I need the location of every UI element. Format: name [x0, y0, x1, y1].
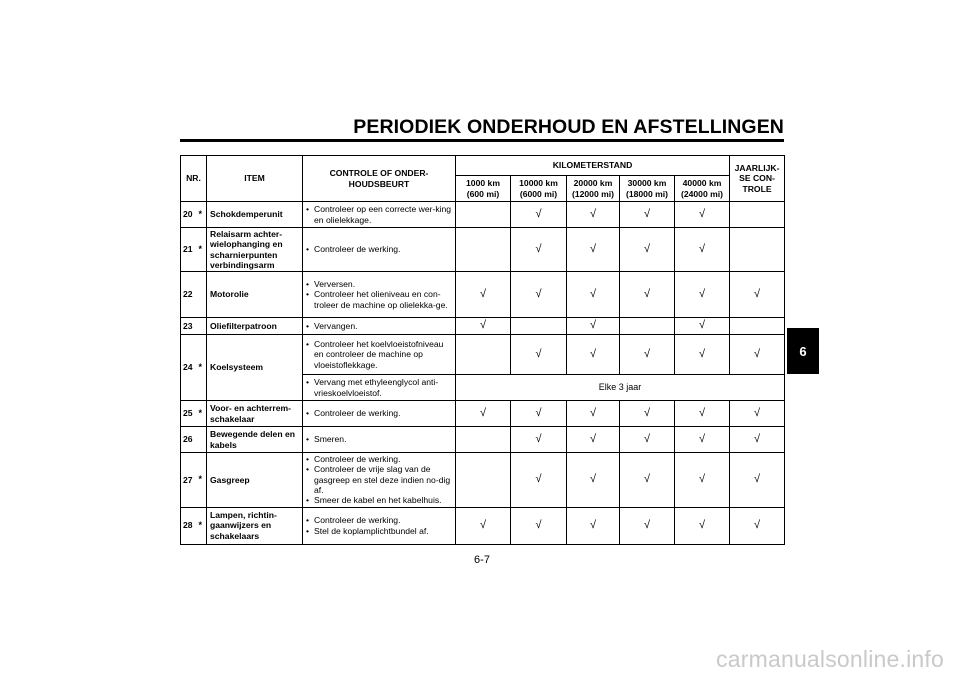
row-item: Bewegende delen en kabels [207, 427, 303, 453]
interval-check: √ [675, 228, 730, 272]
row-item: Koelsysteem [207, 335, 303, 401]
action-item: • Stel de koplamplichtbundel af. [305, 526, 452, 536]
interval-check [456, 228, 511, 272]
yearly-check: √ [730, 401, 785, 427]
interval-check: √ [675, 401, 730, 427]
interval-check: √ [675, 202, 730, 228]
table-row [181, 228, 785, 272]
row-star: * [199, 453, 207, 508]
interval-check: √ [511, 507, 567, 544]
action-list [305, 454, 452, 506]
row-star [199, 272, 207, 318]
table-row [181, 272, 785, 318]
row-actions [303, 202, 456, 228]
interval-check: √ [675, 272, 730, 318]
action-item: • Controleer de werking. [305, 244, 452, 254]
interval-check: √ [675, 318, 730, 335]
interval-check: √ [620, 335, 675, 375]
yearly-check [730, 202, 785, 228]
action-list [305, 244, 452, 254]
row-star: * [199, 335, 207, 401]
yearly-check: √ [730, 427, 785, 453]
interval-check: √ [675, 453, 730, 508]
row-star [199, 318, 207, 335]
interval-mi: (600 mi) [466, 188, 500, 199]
action-item: • Controleer het olieniveau en con-troleer de machine op olielekka-ge. [305, 289, 452, 310]
interval-check: √ [620, 507, 675, 544]
chapter-tab: 6 [787, 328, 819, 374]
yearly-check [730, 228, 785, 272]
yearly-check: √ [730, 335, 785, 375]
interval-check: √ [567, 272, 620, 318]
row-actions [303, 427, 456, 453]
interval-check: √ [567, 453, 620, 508]
header-distance: KILOMETERSTAND [456, 156, 730, 176]
row-star: * [199, 401, 207, 427]
row-actions [303, 318, 456, 335]
interval-km: 1000 km [466, 178, 500, 189]
header-item: ITEM [207, 156, 303, 202]
yearly-check: √ [730, 507, 785, 544]
interval-km: 10000 km [519, 178, 558, 189]
interval-check: √ [511, 335, 567, 375]
interval-check: √ [620, 228, 675, 272]
interval-check: √ [456, 272, 511, 318]
row-actions [303, 375, 456, 401]
watermark: carmanualsonline.info [716, 646, 944, 672]
interval-check: √ [620, 427, 675, 453]
row-number: 22 [181, 272, 199, 318]
interval-km: 20000 km [573, 178, 613, 189]
row-actions [303, 401, 456, 427]
page-number: 6-7 [474, 554, 490, 566]
interval-check: √ [567, 202, 620, 228]
action-item: • Controleer op een correcte wer-king en olielekkage. [305, 204, 452, 225]
row-actions [303, 228, 456, 272]
interval-check: √ [511, 202, 567, 228]
action-item: • Verversen. [305, 279, 452, 289]
interval-check: √ [567, 335, 620, 375]
interval-mi: (6000 mi) [519, 188, 558, 199]
interval-mi: (18000 mi) [625, 188, 669, 199]
interval-check [456, 335, 511, 375]
row-item: Motorolie [207, 272, 303, 318]
interval-check: √ [567, 228, 620, 272]
action-list [305, 204, 452, 225]
row-item: Gasgreep [207, 453, 303, 508]
interval-check: √ [456, 507, 511, 544]
row-item: Voor- en achterrem-schakelaar [207, 401, 303, 427]
row-number: 26 [181, 427, 199, 453]
interval-check [456, 427, 511, 453]
interval-check: √ [567, 401, 620, 427]
row-star [199, 427, 207, 453]
table-row [181, 318, 785, 335]
header-interval [456, 176, 511, 202]
action-item: • Controleer de werking. [305, 515, 452, 525]
action-list [305, 377, 452, 398]
action-list [305, 434, 452, 444]
row-item: Oliefilterpatroon [207, 318, 303, 335]
action-item: • Controleer de werking. [305, 408, 452, 418]
table-row [181, 202, 785, 228]
yearly-check [730, 318, 785, 335]
table-row [181, 453, 785, 508]
interval-check: √ [567, 318, 620, 335]
interval-mi: (24000 mi) [680, 188, 724, 199]
interval-check: √ [675, 335, 730, 375]
row-item: Relaisarm achter-wielophanging en scharnierpunten verbindingsarm [207, 228, 303, 272]
action-item: • Controleer het koelvloeistofniveau en controleer de machine op vloeistoflekkage. [305, 339, 452, 370]
action-item: • Vervang met ethyleenglycol anti-vrieskoelvloeistof. [305, 377, 452, 398]
interval-check: √ [567, 507, 620, 544]
header-interval [567, 176, 620, 202]
title-rule [180, 139, 784, 142]
table-row [181, 507, 785, 544]
action-item: • Smeren. [305, 434, 452, 444]
interval-check: √ [511, 453, 567, 508]
action-list [305, 515, 452, 536]
action-item: • Smeer de kabel en het kabelhuis. [305, 495, 452, 505]
header-interval [620, 176, 675, 202]
interval-km: 40000 km [682, 178, 722, 189]
table-row [181, 427, 785, 453]
row-item: Schokdemperunit [207, 202, 303, 228]
yearly-check: √ [730, 272, 785, 318]
row-number: 24 [181, 335, 199, 401]
row-number: 27 [181, 453, 199, 508]
maintenance-table [180, 155, 785, 545]
action-list [305, 321, 452, 331]
action-list [305, 339, 452, 370]
interval-km: 30000 km [627, 178, 667, 189]
interval-check: √ [456, 318, 511, 335]
header-nr: NR. [181, 156, 207, 202]
interval-check: √ [675, 427, 730, 453]
row-number: 20 [181, 202, 199, 228]
row-actions [303, 453, 456, 508]
row-number: 28 [181, 507, 199, 544]
action-item: • Controleer de vrije slag van de gasgreep en stel deze indien no-dig af. [305, 464, 452, 495]
interval-check: √ [511, 401, 567, 427]
interval-check: √ [456, 401, 511, 427]
row-number: 25 [181, 401, 199, 427]
interval-check [511, 318, 567, 335]
row-actions [303, 272, 456, 318]
interval-check: √ [620, 202, 675, 228]
action-item: • Vervangen. [305, 321, 452, 331]
table-row [181, 335, 785, 375]
interval-check: √ [511, 272, 567, 318]
row-number: 21 [181, 228, 199, 272]
table-row [181, 401, 785, 427]
interval-check: √ [675, 507, 730, 544]
interval-mi: (12000 mi) [571, 188, 615, 199]
header-interval [511, 176, 567, 202]
interval-check: √ [620, 401, 675, 427]
action-list [305, 279, 452, 310]
row-item: Lampen, richtin-gaanwijzers en schakelaars [207, 507, 303, 544]
row-star: * [199, 202, 207, 228]
page-title: PERIODIEK ONDERHOUD EN AFSTELLINGEN [353, 116, 784, 138]
row-actions [303, 507, 456, 544]
interval-check [456, 202, 511, 228]
yearly-check: √ [730, 453, 785, 508]
interval-check [620, 318, 675, 335]
row-number: 23 [181, 318, 199, 335]
header-interval [675, 176, 730, 202]
interval-check [456, 453, 511, 508]
row-star: * [199, 228, 207, 272]
interval-text: Elke 3 jaar [456, 375, 785, 401]
header-check: CONTROLE OF ONDER-HOUDSBEURT [303, 156, 456, 202]
interval-check: √ [567, 427, 620, 453]
interval-check: √ [620, 453, 675, 508]
row-actions [303, 335, 456, 375]
interval-check: √ [511, 427, 567, 453]
action-list [305, 408, 452, 418]
interval-check: √ [620, 272, 675, 318]
header-yearly: JAARLIJK-SE CON-TROLE [730, 156, 785, 202]
action-item: • Controleer de werking. [305, 454, 452, 464]
interval-check: √ [511, 228, 567, 272]
row-star: * [199, 507, 207, 544]
